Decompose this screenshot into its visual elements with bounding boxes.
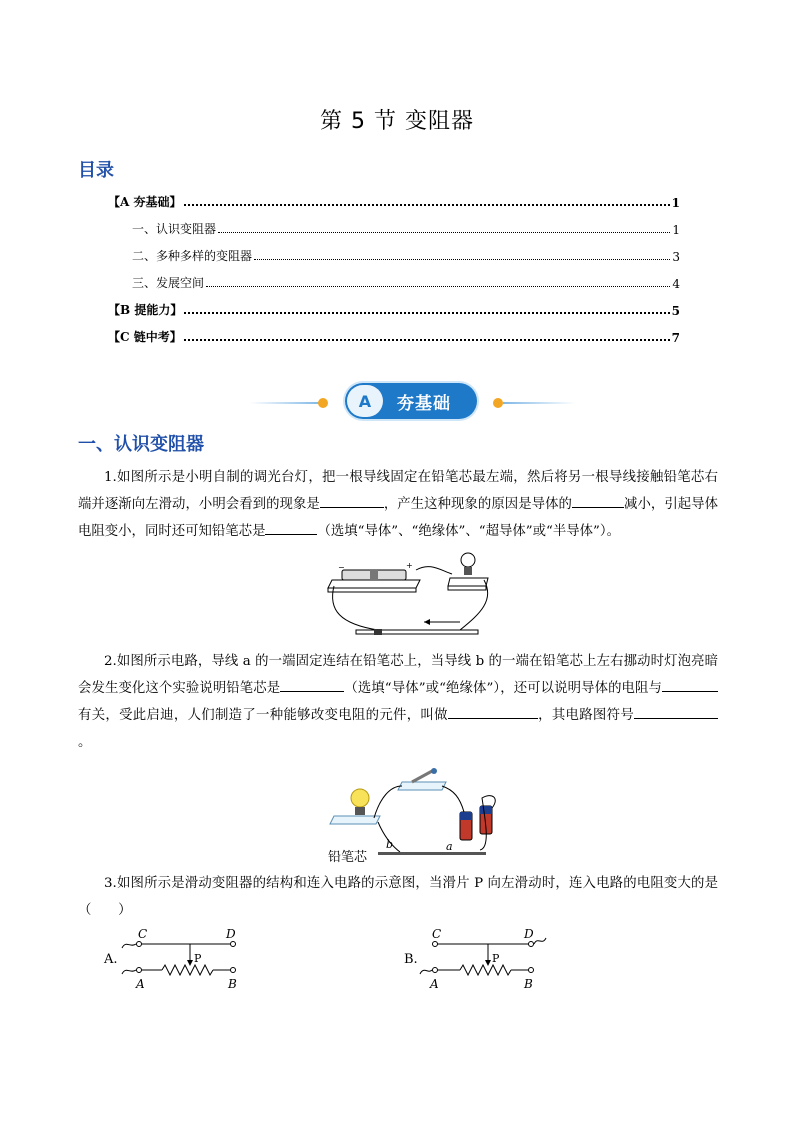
toc-list bbox=[0, 192, 794, 345]
answer-blank[interactable] bbox=[265, 520, 317, 535]
label-b: b bbox=[386, 838, 394, 851]
option-b-diagram[interactable] bbox=[418, 924, 548, 994]
answer-blank[interactable] bbox=[662, 677, 718, 692]
svg-text:B: B bbox=[228, 977, 237, 991]
answer-blank[interactable] bbox=[320, 493, 384, 508]
option-a-label[interactable]: A. bbox=[104, 952, 118, 967]
figure-caption: 铅笔芯 bbox=[328, 850, 368, 865]
banner-dot-left bbox=[318, 398, 328, 408]
banner-letter: A bbox=[347, 385, 383, 417]
svg-text:P: P bbox=[194, 952, 202, 965]
toc-heading: 目录 bbox=[78, 160, 114, 181]
svg-text:B: B bbox=[524, 977, 533, 991]
toc-item[interactable]: 【A 夯基础】 1 bbox=[108, 195, 680, 210]
banner-dot-right bbox=[493, 398, 503, 408]
banner-line-right bbox=[503, 402, 575, 404]
toc-item[interactable]: 【B 提能力】 5 bbox=[108, 303, 680, 318]
svg-text:C: C bbox=[138, 927, 148, 941]
banner-line-left bbox=[250, 402, 320, 404]
label-a: a bbox=[446, 840, 453, 853]
toc-item[interactable]: 三、发展空间 4 bbox=[132, 276, 680, 291]
svg-text:A: A bbox=[430, 977, 439, 991]
answer-blank[interactable] bbox=[572, 493, 624, 508]
toc-item[interactable]: 二、多种多样的变阻器 3 bbox=[132, 249, 680, 264]
svg-text:P: P bbox=[492, 952, 500, 965]
toc-item[interactable]: 【C 链中考】 7 bbox=[108, 330, 680, 345]
svg-text:+: + bbox=[406, 561, 413, 570]
option-b-label[interactable]: B. bbox=[404, 952, 418, 967]
section-banner bbox=[345, 383, 477, 419]
page-title: 第 5 节 变阻器 bbox=[320, 109, 474, 134]
svg-text:−: − bbox=[338, 563, 345, 572]
banner-text: 夯基础 bbox=[397, 393, 451, 414]
answer-blank[interactable] bbox=[634, 704, 718, 719]
question-1: 1.如图所示是小明自制的调光台灯，把一根导线固定在铅笔芯最左端，然后将另一根导线接触铅笔芯右端并逐渐向左滑动，小明会看到的现象是 ，产生这种现象的原因是导体的 减小，引起导体电阻变小，同时还可知铅笔芯是 （选填“导体”、“绝缘体”、“超导体”或“半导体”）。 bbox=[78, 470, 719, 539]
answer-blank[interactable] bbox=[448, 704, 538, 719]
svg-text:D: D bbox=[524, 927, 534, 941]
question-2: 2.如图所示电路，导线 a 的一端固定连结在铅笔芯上，当导线 b 的一端在铅笔芯上左右挪动时灯泡亮暗会发生变化这个实验说明铅笔芯是 （选填“导体”或“绝缘体”），还可以说明导体的电阻与有关，受此启迪，人们制造了一种能够改变电阻的元件，叫做 ，其电路图符号。 bbox=[78, 654, 718, 750]
figure-lamp-circuit bbox=[320, 550, 500, 640]
svg-text:C: C bbox=[432, 927, 442, 941]
option-a-diagram[interactable] bbox=[118, 924, 248, 994]
section-heading: 一、认识变阻器 bbox=[78, 434, 204, 455]
toc-item[interactable]: 一、认识变阻器 1 bbox=[132, 222, 680, 237]
svg-text:A: A bbox=[136, 977, 145, 991]
svg-text:D: D bbox=[226, 927, 236, 941]
answer-blank[interactable] bbox=[280, 677, 344, 692]
question-3: 3.如图所示是滑动变阻器的结构和连入电路的示意图，当滑片 P 向左滑动时，连入电路的电阻变大的是（ ） bbox=[78, 876, 718, 918]
